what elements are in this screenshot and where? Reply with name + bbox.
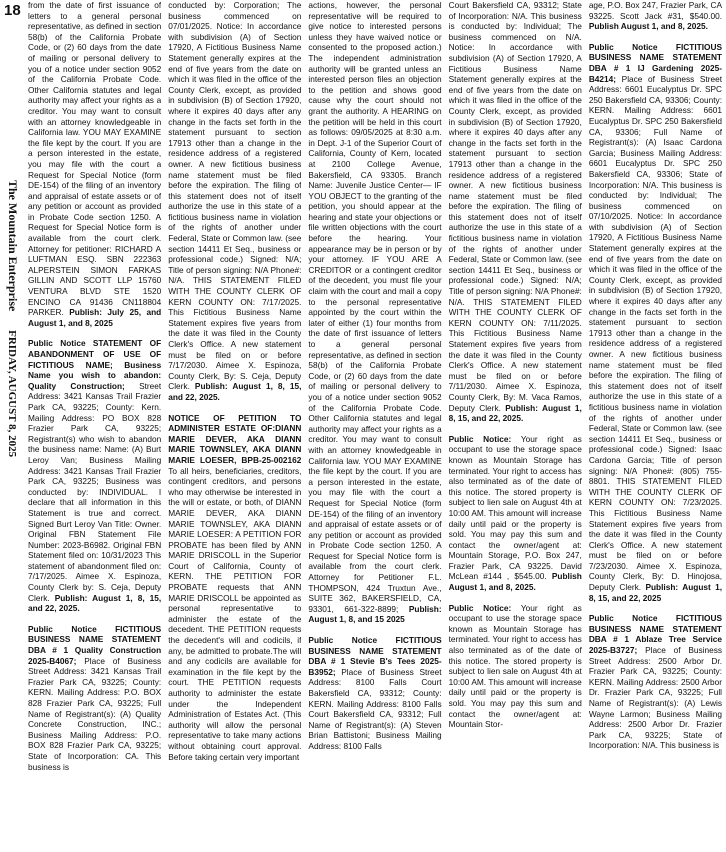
- legal-notice: [28, 0, 161, 328]
- notice-paragraph: [449, 434, 582, 593]
- notice-body: Place of Business Street Address: 6601 Eucalyptus Dr. SPC 250 Bakersfield CA, 93306; County: KERN. Mailing Address: 6601 Eucalyptus Dr. SPC 250 Bakersfield CA, 93306; Full Name of Registrant(s): (A) Isaac Cardona Garcia; Business Mailing Address: 6601 Eucalyptus Dr. SPC 250 Bakersfield CA, 93306; State of Incorporation: N/A. This business is conducted by: Individual; The business commenced on 07/10/2025. Notice: In accordance with subdivision (A) of Section 17920, A Fictitious Business Name Statement generally expires at the end of five years from the date on which it was filed in the office of the County Clerk, except, as provided in subdivision (B) of Section 17920, where it expires 40 days after any change in the facts set forth in the statement pursuant to section 17913 other than a change in the residence address of a registered owner. A new fictitious business name statement must be filed before the expiration. The filing of this statement does not of itself authorize the use in this state of a fictitious business name in violation of the rights of another under Federal, State or Common law. (see section 14411 Et Seq., business or professional code.) Signed: Isaac Cardona Garcia; Title of person signing: N/A Phone#: (805) 755-8801. THIS STATEMENT FILED WITH THE COUNTY CLERK OF KERN COUNTY ON: 7/23/2025. This Fictitious Business Name Statement expires five years from the date it was filed in the County Clerk's Office. A new statement must be filed on or before 7/23/2030. Aimee X. Espinoza, County Clerk, By: D. Hinojosa, Deputy Clerk.: [588, 73, 723, 593]
- column-4: [449, 0, 582, 852]
- notice-paragraph: [308, 0, 441, 625]
- notice-paragraph: [28, 338, 161, 613]
- side-folio: [0, 180, 24, 480]
- legal-notice: [449, 434, 582, 593]
- notice-body: from the date of first issuance of letters to a general personal representative, as defined in section 58(b) of the California Probate Code, or (2) 60 days from the date of mailing or personal delivery to you of a notice under section 9052 of the California Probate Code. Other California statutes and legal authority may affect your rights as a creditor. You may want to consult with an attorney knowledgeable in California law. YOU MAY EXAMINE the file kept by the court. If you are a person interested in the estate, you may file with the court a Request for Special Notice (form DE-154) of the filing of an inventory and appraisal of estate assets or of any petition or account as provided in Probate Code section 1250. A Request for Special Notice form is available from the court clerk. Attorney for petitioner: RICHARD A LUFTMAN ESQ. SBN 222363 ALPERSTEIN SIMON FARKAS GILLIN AND SCOTT LLP 15760 VENTURA BLVD STE 1520 ENCINO CA 91436 CN118804 PARKER.: [28, 0, 162, 318]
- publish-dates: Publish: August 1, 8, 15, and 22, 2025.: [168, 381, 302, 402]
- notice-body: age, P.O. Box 247, Frazier Park, CA 93225. Scott Jack #31, $540.00.: [588, 0, 723, 21]
- legal-notice: [449, 0, 582, 424]
- column-1: [28, 0, 161, 852]
- legal-notice: [449, 603, 582, 730]
- notice-paragraph: [589, 613, 722, 751]
- column-3: [308, 0, 441, 852]
- notice-title: Public Notice STATEMENT OF ABANDONMENT OF USE OF FICTITIOUS NAME; Business Name you wish to abandon: Quality Construction;: [28, 338, 162, 391]
- notice-body: conducted by: Corporation; The business commenced on 07/01/2025. Notice: In accordance with subdivision (A) of Section 17920, A Fictitious Business Name Statement generally expires at the end of five years from the date on which it was filed in the office of the County Clerk, except, as provided in subdivision (B) of Section 17920, where it expires 40 days after any change in the facts set forth in the statement pursuant to section 17913 other than a change in the residence address of a registered owner. A new fictitious business name statement must be filed before the expiration. The filing of this statement does not of itself authorize the use in this state of a fictitious business name in violation of the rights of another under Federal, State or Common law. (see section 14411 Et Seq., business or professional code.) Signed: N/A; Title of person signing: N/A Phone#: N/A. THIS STATEMENT FILED WITH THE COUNTY CLERK OF KERN COUNTY ON: 7/17/2025. This Fictitious Business Name Statement expires five years from the date it was filed in the County Clerk's Office. A new statement must be filed on or before 7/17/2030. Aimee X. Espinoza, County Clerk, By: S. Ceja, Deputy Clerk.: [168, 0, 302, 392]
- publish-dates: Publish: August 1, 8, and 15 2025: [308, 603, 442, 625]
- column-5: [589, 0, 722, 852]
- notice-body: Place of Business Street Address: 3421 Kansas Trail Frazier Park CA, 93225; County: KERN. Mailing Address: P.O. BOX 828 Frazier Park CA, 93225; Full Name of Registrant(s): (A) Quality Concrete Construction, INC.; Business Mailing Address: P.O. BOX 828 Frazier Park CA, 93225; State of Incorporation: CA. This business is: [28, 655, 162, 772]
- notice-paragraph: [589, 42, 722, 603]
- publish-dates: Publish: August 1, 8, 15, and 22, 2025.: [28, 592, 162, 614]
- publish-dates: Publish August 1, and 8, 2025.: [448, 571, 582, 593]
- notice-body: To all heirs, beneficiaries, creditors, contingent creditors, and persons who may otherwise be interested in the will or estate, or both, of DIANN MARIE DEVER, AKA DIANN MARIE TOWNSLEY, AKA DIANN MARIE LOESER: A PETITION FOR PROBATE has been filed by ANN MARIE DRISCOLL in the Superior Court of California, County of KERN. THE PETITION FOR PROBATE requests that ANN MARIE DRISCOLL be appointed as personal representative to administer the estate of the decedent. THE PETITION requests the decedent's will and codicils, if any, be admitted to probate.The will and any codicils are available for examination in the file kept by the court. THE PETITION requests authority to administer the estate under the Independent Administration of Estates Act. (This authority will allow the personal representative to take many actions without obtaining court approval. Before taking certain very important: [168, 465, 302, 762]
- notice-paragraph: [449, 0, 582, 424]
- notice-title: Public Notice FICTITIOUS BUSINESS NAME STATEMENT DBA # 1 IJ Gardening 2025-B4214;: [588, 41, 723, 84]
- publish-dates: Publish August 1, and 8, 2025.: [588, 21, 708, 32]
- legal-notice: [308, 0, 441, 625]
- notice-body: actions, however, the personal representative will be required to give notice to interested persons unless they have waived notice or consented to the proposed action.) The independent administration authority will be granted unless an interested person files an objection to the petition and shows good cause why the court should not grant the authority. A HEARING on the petition will be held in this court as follows: 09/05/2025 at 8:30 a.m. in Dept. J-1 of the Superior Court of California, County of Kern, located at 2100 College Avenue, Bakersfield, CA 93305. Branch Name: Juvenile Justice Center— IF YOU OBJECT to the granting of the petition, you should appear at the hearing and state your objections or file written objections with the court before the hearing. Your appearance may be in person or by your attorney. IF YOU ARE A CREDITOR or a contingent creditor of the decedent, you must file your claim with the court and mail a copy to the personal representative appointed by the court within the later of either (1) four months from the date of first issuance of letters to a general personal representative, as defined in section 58(b) of the California Probate Code, or (2) 60 days from the date of mailing or personal delivery to you of a notice under section 9052 of the California Probate Code. Other California statutes and legal authority may affect your rights as a creditor. You may want to consult with an attorney knowledgeable in California law. YOU MAY EXAMINE the file kept by the court. If you are a person interested in the estate, you may file with the court a Request for Special Notice (form DE-154) of the filing of an inventory and appraisal of estate assets or of any petition or account as provided in Probate Code section 1250. A Request for Special Notice form is available from the court clerk. Attorney for Petitioner F.L. THOMPSON, 424 Truxtun Ave., SUITE 362, BAKERSFIELD, CA, 93301, 661-322-8899;: [308, 0, 442, 614]
- notice-paragraph: [28, 624, 161, 772]
- notice-title: Public Notice:: [448, 433, 512, 444]
- legal-notice: [589, 613, 722, 751]
- publish-dates: Publish: August 1, 8, 15, and 22, 2025.: [448, 402, 582, 424]
- legal-notice: [168, 413, 301, 763]
- notice-body: Your right as occupant to use the storage space known as Mountain Storage has terminated. Your right to access has also terminated as of the date of this notice. The stored property is subject to lien sale on August 4th at 10:00 AM. This amount will increase daily until paid or the property is sold. You may pay this sum and contact the owner/agent at: Mountain Storage, P.O. Box 247, Frazier Park, CA 93225. David McLean #144 , $545.00.: [448, 433, 582, 582]
- notice-body: Place of Business Street Address: 8100 Falls Court Bakersfield CA, 93312; County: KERN. Mailing Address: 8100 Falls Court Bakersfield CA, 93312; Full Name of Registrant(s): (A) Steven Brian Battistoni; Business Mailing Address: 8100 Falls: [308, 666, 442, 751]
- notice-title: Public Notice FICTITIOUS BUSINESS NAME STATEMENT DBA # 1 Stevie B's Tees 2025-B3952;: [308, 635, 442, 677]
- notice-title: Public Notice FICTITIOUS BUSINESS NAME STATEMENT DBA # 1 Quality Construction 2025-B4067;: [28, 623, 162, 666]
- notice-title: NOTICE OF PETITION TO ADMINISTER ESTATE OF:DIANN MARIE DEVER, AKA DIANN MARIE TOWNSLEY, AKA DIANN MARIE LOESER, BPB-25-002162: [168, 412, 302, 465]
- page-number: 18: [4, 2, 21, 19]
- notice-paragraph: [589, 0, 722, 32]
- masthead-title: The Mountain Enterprise: [6, 180, 20, 312]
- notice-body: Your right as occupant to use the storage space known as Mountain Storage has terminated. Your right to access has also terminated as of the date of this notice. The stored property is subject to lien sale on August 4th at 10:00 AM. This amount will increase daily until paid or the property is sold. You may pay this sum and contact the owner/agent at: Mountain Stor-: [448, 602, 582, 730]
- legal-notice: [168, 0, 301, 403]
- notice-paragraph: [308, 635, 441, 752]
- legal-notice: [308, 635, 441, 752]
- publish-dates: Publish: July 25, and August 1, and 8, 2025: [28, 307, 162, 328]
- notice-paragraph: [449, 603, 582, 730]
- notice-body: Place of Business Street Address: 2500 Arbor Dr. Frazier Park CA, 93225; County: KERN. Mailing Address: 2500 Arbor Dr. Frazier Park CA, 93225; Full Name of Registrant(s): (A) Lewis Wayne Larmon; Business Mailing Address: 2500 Arbor Dr. Frazier Park CA, 93225; State of Incorporation: N/A. This business is: [588, 645, 723, 751]
- notice-title: Public Notice:: [448, 602, 512, 613]
- date-line: FRIDAY, AUGUST 8, 2025: [6, 330, 18, 458]
- column-2: [168, 0, 301, 852]
- notice-paragraph: [168, 0, 301, 403]
- legal-notice: [28, 338, 161, 613]
- notice-body: Street Address: 3421 Kansas Trail Frazier Park CA, 93225; County: Kern. Mailing Address: PO BOX 828 Frazier Park CA, 93225; Registrant(s) who wish to abandon the business name: Name: (A) Burt Leroy Van; Business Mailing Address: 3421 Kansas Trail Frazier Park CA, 93225; Business was conducted by: INDIVIDUAL. I declare that all information in this Statement is true and correct. Signed Burt Leroy Van Title: Owner. Original FBN Statement File Number: 2023-B6982. Original FBN Statement filed on: 10/31/2023 This statement of abandonment filed on: 7/17/2025. Aimee X. Espinoza, County Clerk by: S. Ceja, Deputy Clerk.: [28, 380, 162, 603]
- notice-body: Court Bakersfield CA, 93312; State of Incorporation: N/A. This business is conducted by: Individual; The business commenced on N/A. Notice: In accordance with subdivision (A) of Section 17920, A Fictitious Business Name Statement generally expires at the end of five years from the date on which it was filed in the office of the County Clerk, except, as provided in subdivision (B) of Section 17920, where it expires 40 days after any change in the facts set forth in the statement pursuant to section 17913 other than a change in the residence address of a registered owner. A new fictitious business name statement must be filed before the expiration. The filing of this statement does not of itself authorize the use in this state of a fictitious business name in violation of the rights of another under Federal, State or Common law. (see section 14411 Et Seq., business or professional code.) Signed: N/A; Title of person signing: N/A Phone#: N/A. THIS STATEMENT FILED WITH THE COUNTY CLERK OF KERN COUNTY ON: 7/11/2025. This Fictitious Business Name Statement expires five years from the date it was filed in the County Clerk's Office. A new statement must be filed on or before 7/11/2030. Aimee X. Espinoza, County Clerk, By: M. Vaca Ramos, Deputy Clerk.: [448, 0, 582, 413]
- legal-notice: [589, 42, 722, 603]
- legal-notice: [589, 0, 722, 32]
- legal-notice: [28, 624, 161, 772]
- notice-paragraph: [168, 413, 301, 763]
- legal-notices-columns: [28, 0, 722, 852]
- publish-dates: Publish: August 1, 8, 15, and 22, 2025: [588, 582, 723, 603]
- notice-paragraph: [28, 0, 161, 328]
- notice-title: Public Notice FICTITIOUS BUSINESS NAME STATEMENT DBA # 1 Ablaze Tree Service 2025-B3727;: [588, 613, 723, 656]
